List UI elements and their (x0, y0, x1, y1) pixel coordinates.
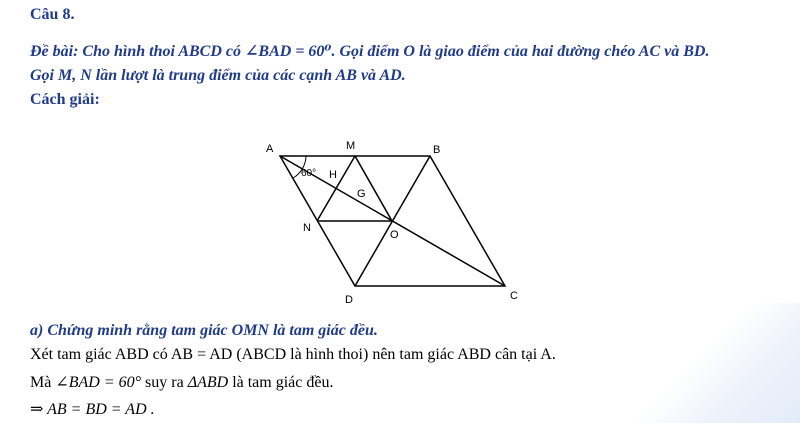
part-a-title: a) Chứng minh rằng tam giác OMN là tam giác đều. (30, 322, 378, 339)
label-m: M (346, 140, 356, 152)
part-a-line-2 (30, 372, 333, 392)
label-b: B (433, 144, 441, 156)
label-o: O (390, 229, 399, 241)
line2-angle-math: ∠BAD = 60° (55, 374, 142, 391)
line2-pre: Mà (30, 374, 52, 391)
label-g: G (357, 188, 366, 200)
line2-triangle-math: ΔABD (187, 374, 229, 391)
label-a: A (266, 143, 274, 155)
label-d: D (345, 294, 353, 306)
problem-line-1: Đề bài: Cho hình thoi ABCD có ∠BAD = 60⁰. Gọi điểm O là giao điểm của hai đường chéo AC và BD. (30, 43, 710, 60)
label-n: N (303, 222, 311, 234)
segment-mn (317, 156, 355, 221)
label-angle: 60° (301, 168, 317, 179)
label-h: H (329, 169, 337, 181)
part-a-line-1: Xét tam giác ABD có AB = AD (ABCD là hình thoi) nên tam giác ABD cân tại A. (30, 346, 556, 363)
solution-heading: Cách giải: (30, 91, 100, 108)
problem-line-2: Gọi M, N lần lượt là trung điểm của các cạnh AB và AD. (30, 67, 406, 84)
question-number: Câu 8. (30, 6, 75, 23)
part-a-line-3: ⇒ AB = BD = AD . (30, 401, 155, 418)
line2-post: là tam giác đều. (232, 374, 334, 391)
label-c: C (510, 290, 518, 302)
line2-mid: suy ra (145, 374, 184, 391)
